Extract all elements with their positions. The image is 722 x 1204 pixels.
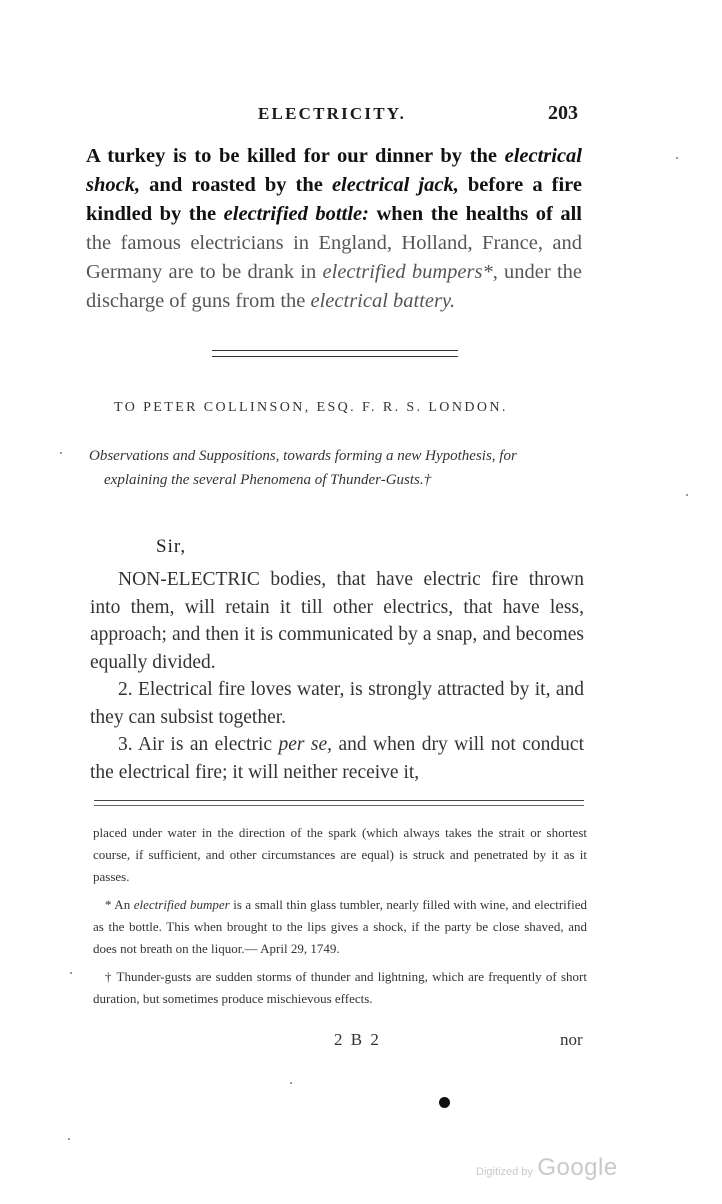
signature-mark: 2 B 2 bbox=[334, 1030, 381, 1049]
footnote-asterisk-text-1: * An bbox=[105, 897, 134, 912]
para1-text-6: , under the discharge of guns from the bbox=[86, 261, 582, 312]
footnote-asterisk bbox=[93, 894, 587, 960]
letter-body bbox=[90, 566, 584, 786]
para1-text-3: before a fire kindled by the bbox=[86, 174, 582, 225]
para1-em-5: electrical battery. bbox=[310, 290, 456, 312]
catchword: nor bbox=[560, 1030, 583, 1049]
opening-paragraph bbox=[86, 142, 582, 316]
paper-speck bbox=[676, 157, 678, 159]
section-divider bbox=[212, 350, 458, 357]
body-paragraph-3 bbox=[90, 731, 584, 786]
page-number: 203 bbox=[548, 102, 578, 124]
paper-speck bbox=[68, 1138, 70, 1140]
footnote-divider bbox=[94, 800, 584, 806]
google-logo: Google bbox=[537, 1154, 618, 1181]
paper-speck bbox=[686, 494, 688, 496]
digitized-watermark bbox=[476, 1154, 618, 1182]
para1-text-5: the famous electricians in England, Holland, France, and Germany are to be drank in bbox=[86, 232, 582, 283]
para1-text-1: A turkey is to be killed for our dinner by the bbox=[86, 145, 505, 167]
body-p3-em: per se, bbox=[278, 734, 333, 755]
body-paragraph-1: NON-ELECTRIC bodies, that have electric fire thrown into them, will retain it till other electrics, that have less, approach; and then it is communicated by a snap, and becomes equally divided. bbox=[90, 569, 584, 673]
letter-subtitle: Observations and Suppositions, towards forming a new Hypothesis, for explaining the several Phenomena of Thunder-Gusts.† bbox=[89, 448, 517, 488]
para1-em-1: electrical shock, bbox=[86, 145, 582, 196]
footnotes bbox=[93, 822, 587, 1016]
digitized-prefix: Digitized by bbox=[476, 1166, 533, 1178]
para1-em-3: electrified bottle: bbox=[223, 203, 369, 225]
footnote-dagger: † Thunder-gusts are sudden storms of thunder and lightning, which are frequently of short duration, but sometimes produce mischievous effects. bbox=[93, 969, 587, 1006]
body-p3-text-2: and when dry will not conduct the electrical fire; it will neither receive it, bbox=[90, 734, 584, 783]
para1-text-2: and roasted by the bbox=[140, 174, 332, 196]
paper-speck bbox=[70, 972, 72, 974]
footnote-continued: placed under water in the direction of the spark (which always takes the strait or shortest course, if sufficient, and other circumstances are equal) is struck and penetrated by it as it passes. bbox=[93, 825, 587, 884]
letter-heading: TO PETER COLLINSON, ESQ. F. R. S. LONDON. bbox=[114, 400, 508, 415]
para1-text-4: when the healths of all bbox=[368, 203, 583, 225]
salutation: Sir, bbox=[156, 536, 187, 557]
para1-em-4: electrified bumpers* bbox=[322, 261, 493, 283]
ink-blot bbox=[439, 1097, 450, 1108]
footnote-asterisk-text-2: is a small thin glass tumbler, nearly filled with wine, and electrified as the bottle. This when brought to the lips gives a shock, if the party be close shaved, and does not breath on the liquor.— April 29, 1749. bbox=[93, 897, 588, 956]
running-head: ELECTRICITY. bbox=[258, 104, 407, 123]
body-paragraph-2: 2. Electrical fire loves water, is strongly attracted by it, and they can subsist together. bbox=[90, 679, 584, 728]
para1-em-2: electrical jack, bbox=[331, 174, 459, 196]
body-p3-text-1: 3. Air is an electric bbox=[118, 734, 279, 755]
footnote-asterisk-em: electrified bumper bbox=[133, 897, 230, 912]
paper-speck bbox=[290, 1082, 292, 1084]
paper-speck bbox=[60, 452, 62, 454]
